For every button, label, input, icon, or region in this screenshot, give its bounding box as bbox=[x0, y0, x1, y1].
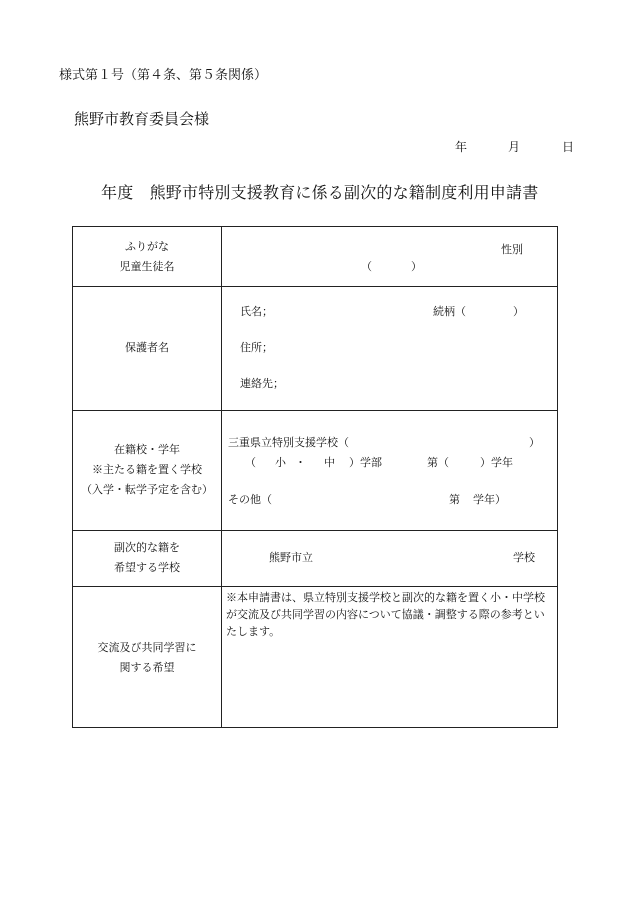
school-suffix: 学校 bbox=[513, 551, 535, 564]
dot-separator: ・ bbox=[295, 456, 306, 469]
contact-label: 連絡先； bbox=[240, 377, 284, 390]
secondary-label-line1: 副次的な籍を bbox=[114, 541, 180, 554]
elementary-label: 小 bbox=[275, 456, 286, 469]
guardian-name-label: 氏名； bbox=[240, 305, 273, 318]
student-name-label: 児童生徒名 bbox=[119, 259, 175, 273]
school-label-line2: ※主たる籍を置く学校 bbox=[92, 463, 202, 476]
exchange-note-line3: たします。 bbox=[226, 625, 281, 638]
school-label-line3: （入学・転学予定を含む） bbox=[81, 483, 213, 496]
city-school-label: 熊野市立 bbox=[269, 551, 313, 564]
relation-label: 続柄（ bbox=[433, 305, 466, 318]
division-label: ）学部 bbox=[349, 456, 382, 469]
gender-paren-open: （ bbox=[361, 260, 372, 273]
furigana-label: ふりがな bbox=[125, 239, 169, 253]
application-table bbox=[72, 226, 558, 728]
student-label-cell bbox=[73, 227, 221, 286]
grade-prefix: 第（ bbox=[427, 456, 449, 469]
exchange-label-line1: 交流及び共同学習に bbox=[97, 640, 197, 654]
other-school-label: その他（ bbox=[228, 493, 272, 506]
form-number: 様式第１号（第４条、第５条関係） bbox=[59, 68, 268, 83]
relation-close: ） bbox=[513, 305, 524, 318]
addressee: 熊野市教育委員会様 bbox=[74, 110, 210, 128]
middle-label: 中 bbox=[324, 456, 335, 469]
exchange-note-line2: が交流及び共同学習の内容について協議・調整する際の参考とい bbox=[226, 608, 545, 621]
exchange-note-line1: ※本申請書は、県立特別支援学校と副次的な籍を置く小・中学校 bbox=[226, 591, 545, 604]
exchange-label-line2: 関する希望 bbox=[119, 660, 175, 674]
school-label-line1: 在籍校・学年 bbox=[114, 443, 180, 456]
other-grade-prefix: 第 bbox=[449, 493, 460, 506]
grade-suffix: ）学年 bbox=[480, 456, 513, 469]
pref-school-close: ） bbox=[529, 436, 540, 449]
pref-school-label: 三重県立特別支援学校（ bbox=[228, 436, 349, 449]
address-label: 住所； bbox=[240, 341, 273, 354]
guardian-label: 保護者名 bbox=[125, 341, 169, 354]
secondary-label-line2: 希望する学校 bbox=[114, 561, 180, 574]
school-label-cell bbox=[73, 410, 221, 530]
form-title: 年度 熊野市特別支援教育に係る副次的な籍制度利用申請書 bbox=[101, 183, 539, 202]
column-divider bbox=[221, 227, 222, 727]
guardian-label-cell bbox=[73, 286, 221, 410]
date-day-label: 日 bbox=[562, 140, 575, 154]
date-year-label: 年 bbox=[455, 140, 468, 154]
gender-paren-close: ） bbox=[411, 260, 422, 273]
other-grade-suffix: 学年） bbox=[473, 493, 506, 506]
division-paren-open: （ bbox=[245, 456, 256, 469]
date-month-label: 月 bbox=[508, 140, 521, 154]
exchange-label-cell bbox=[73, 586, 221, 729]
gender-label: 性別 bbox=[501, 243, 523, 256]
secondary-label-cell bbox=[73, 530, 221, 586]
